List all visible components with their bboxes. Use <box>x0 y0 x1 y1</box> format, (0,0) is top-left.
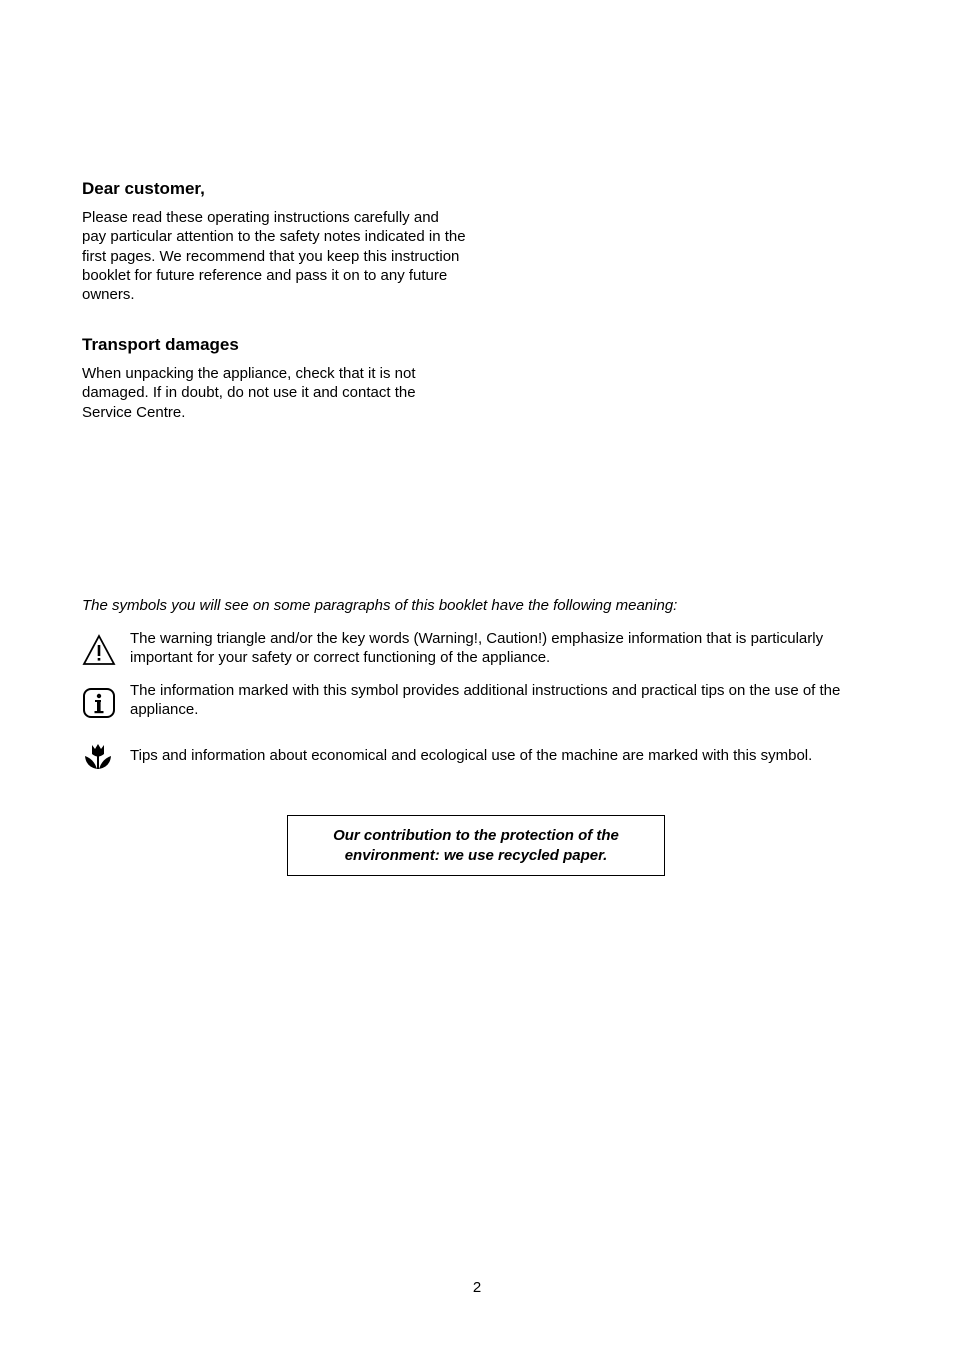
symbol-row-warning <box>82 629 882 669</box>
environment-note-text: Our contribution to the protection of the environment: we use recycled paper. <box>333 827 619 864</box>
environment-note-box <box>287 815 665 876</box>
dear-customer-text: Please read these operating instructions carefully and pay particular attention to the safety notes indicated in the first pages. We recommend that you keep this instruction booklet for future reference and pass it on to any future owners. <box>82 209 466 304</box>
information-symbol-text: The information marked with this symbol provides additional instructions and practical tips on the use of the appliance. <box>130 682 841 719</box>
transport-damages-section <box>82 335 467 422</box>
symbols-intro: The symbols you will see on some paragraphs of this booklet have the following meaning: <box>82 597 678 614</box>
warning-symbol-text: The warning triangle and/or the key words (Warning!, Caution!) emphasize information that is particularly important for your safety or correct functioning of the appliance. <box>130 630 824 667</box>
page-number: 2 <box>472 1279 482 1296</box>
transport-damages-text: When unpacking the appliance, check that it is not damaged. If in doubt, do not use it and contact the Service Centre. <box>82 365 416 421</box>
transport-damages-heading: Transport damages <box>82 335 239 354</box>
symbol-row-information <box>82 681 882 721</box>
symbol-row-eco <box>82 745 882 775</box>
eco-symbol-text: Tips and information about economical and ecological use of the machine are marked with this symbol. <box>130 747 813 764</box>
eco-flower-icon <box>82 742 114 774</box>
dear-customer-section <box>82 179 467 304</box>
warning-triangle-icon <box>82 633 116 667</box>
information-icon <box>82 687 116 721</box>
dear-customer-heading: Dear customer, <box>82 179 205 198</box>
